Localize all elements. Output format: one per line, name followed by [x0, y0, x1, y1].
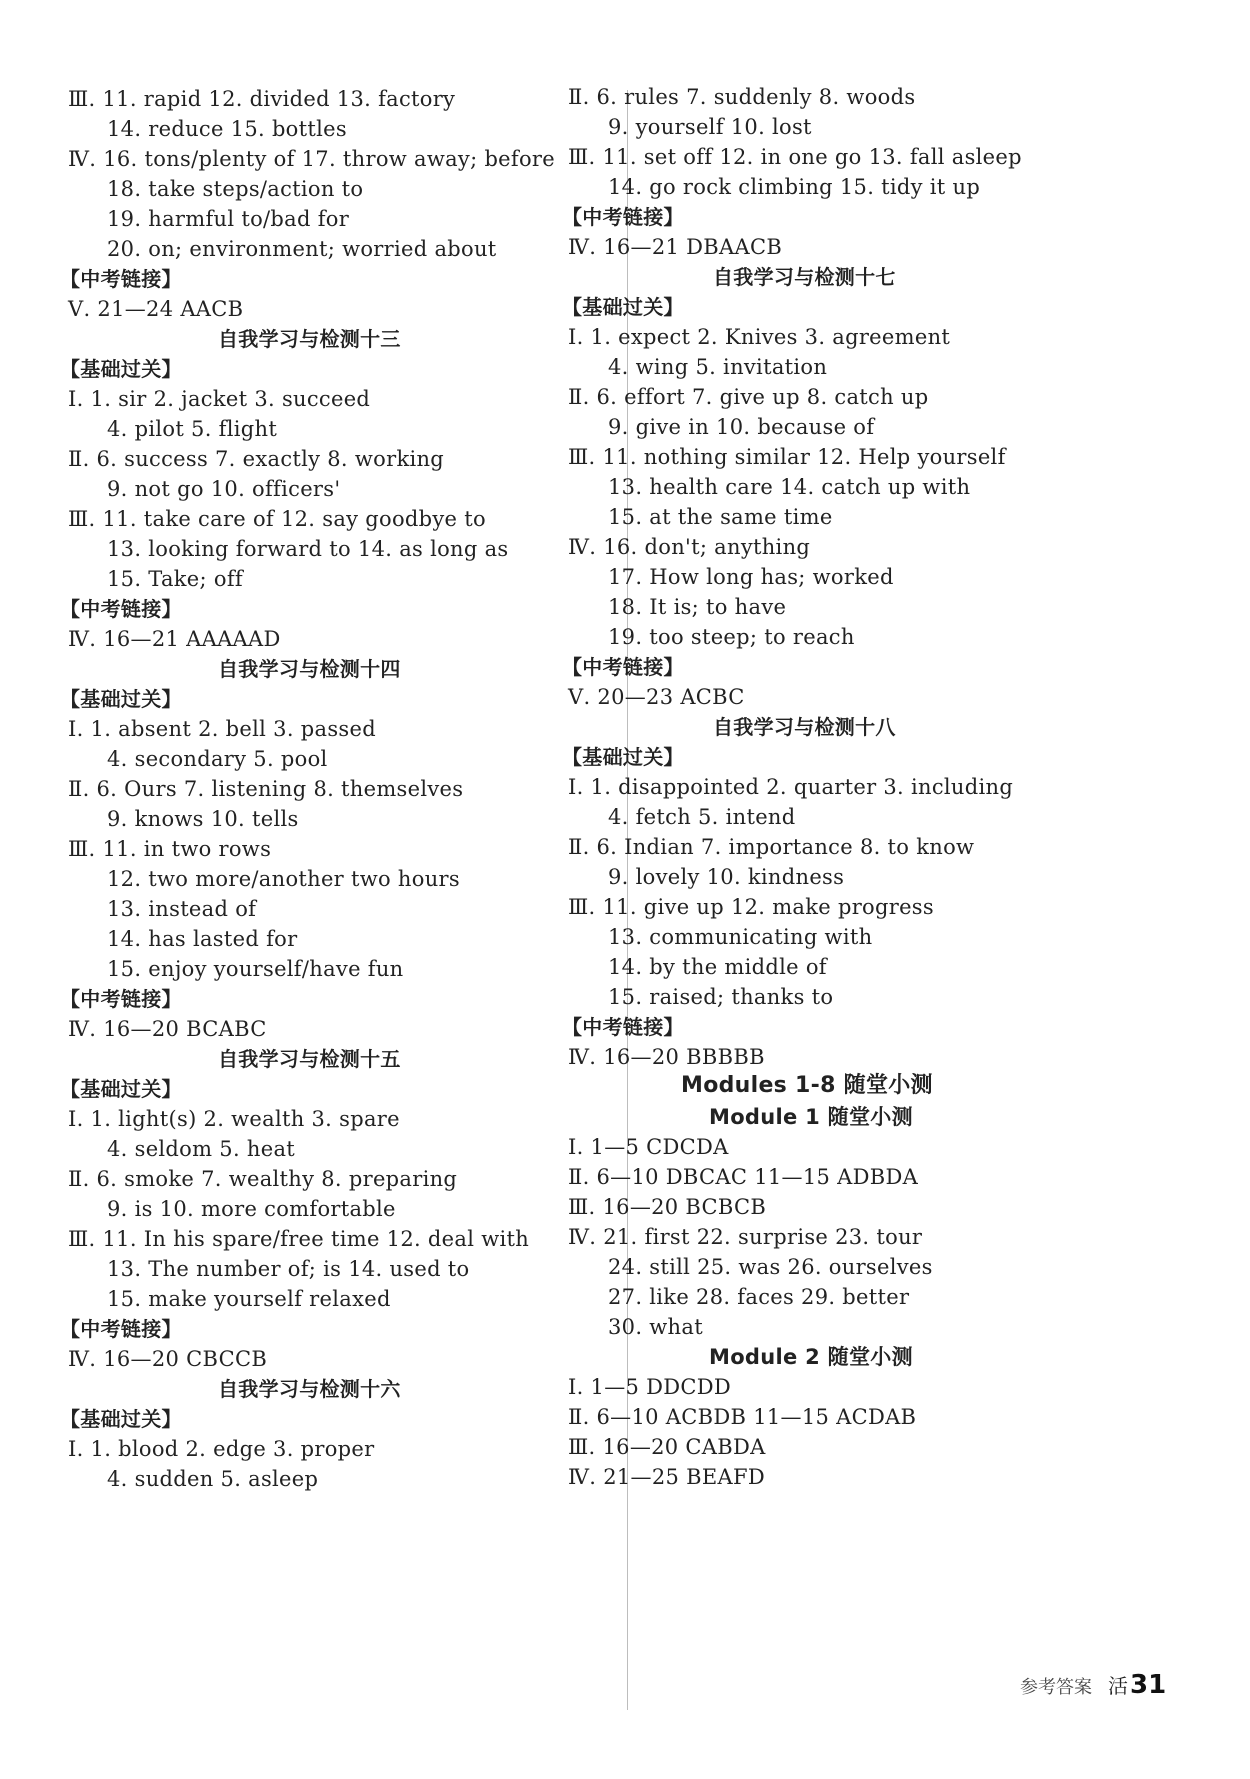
answer-line: Ⅳ. 16—21 DBAACB	[568, 235, 783, 259]
answer-line: Ⅰ. 1. sir 2. jacket 3. succeed	[68, 387, 371, 411]
answer-line: 14. by the middle of	[608, 955, 827, 979]
answer-line: Ⅰ. 1—5 CDCDA	[568, 1135, 729, 1159]
answer-line: 13. The number of; is 14. used to	[107, 1257, 470, 1281]
section-tag: 【中考链接】	[562, 205, 684, 229]
answer-line: Ⅳ. 16. don't; anything	[568, 535, 811, 559]
answer-line: 14. has lasted for	[107, 927, 298, 951]
section-tag: 【中考链接】	[562, 655, 684, 679]
answer-line: Ⅰ. 1. disappointed 2. quarter 3. including	[568, 775, 1014, 799]
section-tag: 【基础过关】	[60, 1077, 182, 1101]
answer-line: Ⅰ. 1—5 DDCDD	[568, 1375, 732, 1399]
section-heading: 自我学习与检测十三	[218, 327, 401, 351]
section-tag: 【基础过关】	[60, 1407, 182, 1431]
answer-line: Ⅳ. 16—20 BCABC	[68, 1017, 267, 1041]
section-tag: 【中考链接】	[60, 267, 182, 291]
section-tag: 【中考链接】	[562, 1015, 684, 1039]
answer-line: 14. go rock climbing 15. tidy it up	[608, 175, 981, 199]
answer-line: Ⅴ. 21—24 AACB	[68, 297, 244, 321]
answer-line: Ⅱ. 6. effort 7. give up 8. catch up	[568, 385, 929, 409]
answer-line: 9. knows 10. tells	[107, 807, 299, 831]
answer-line: 19. harmful to/bad for	[107, 207, 350, 231]
answer-line: Ⅰ. 1. blood 2. edge 3. proper	[68, 1437, 375, 1461]
answer-line: Ⅱ. 6. success 7. exactly 8. working	[68, 447, 445, 471]
answer-line: Ⅲ. 11. In his spare/free time 12. deal with	[68, 1227, 530, 1251]
answer-line: 27. like 28. faces 29. better	[608, 1285, 910, 1309]
module-heading: Modules 1-8 随堂小测	[681, 1073, 933, 1098]
answer-line: Ⅲ. 11. take care of 12. say goodbye to	[68, 507, 486, 531]
section-tag: 【基础过关】	[562, 745, 684, 769]
module-heading: Module 2 随堂小测	[709, 1345, 913, 1369]
answer-line: Ⅰ. 1. absent 2. bell 3. passed	[68, 717, 376, 741]
answer-line: Ⅱ. 6—10 DBCAC 11—15 ADBDA	[568, 1165, 919, 1189]
answer-line: Ⅲ. 11. nothing similar 12. Help yourself	[568, 445, 1006, 469]
answer-line: 4. wing 5. invitation	[608, 355, 828, 379]
right-answer-column	[562, 0, 1250, 1779]
answer-line: Ⅳ. 21—25 BEAFD	[568, 1465, 765, 1489]
section-tag: 【基础过关】	[562, 295, 684, 319]
answer-line: 4. seldom 5. heat	[107, 1137, 296, 1161]
answer-line: Ⅲ. 11. in two rows	[68, 837, 272, 861]
answer-line: 9. lovely 10. kindness	[608, 865, 845, 889]
answer-line: Ⅰ. 1. expect 2. Knives 3. agreement	[568, 325, 951, 349]
answer-line: Ⅱ. 6—10 ACBDB 11—15 ACDAB	[568, 1405, 917, 1429]
answer-line: Ⅱ. 6. smoke 7. wealthy 8. preparing	[68, 1167, 458, 1191]
answer-line: 17. How long has; worked	[608, 565, 894, 589]
answer-line: Ⅲ. 16—20 BCBCB	[568, 1195, 767, 1219]
answer-line: 9. yourself 10. lost	[608, 115, 812, 139]
answer-line: 4. pilot 5. flight	[107, 417, 278, 441]
answer-line: Ⅳ. 16—20 BBBBB	[568, 1045, 765, 1069]
answer-line: 9. give in 10. because of	[608, 415, 875, 439]
answer-line: 13. communicating with	[608, 925, 873, 949]
answer-line: 15. raised; thanks to	[608, 985, 834, 1009]
answer-line: 18. It is; to have	[608, 595, 787, 619]
section-tag: 【基础过关】	[60, 687, 182, 711]
section-tag: 【中考链接】	[60, 1317, 182, 1341]
answer-line: Ⅳ. 16. tons/plenty of 17. throw away; before	[68, 147, 555, 171]
answer-line: Ⅱ. 6. rules 7. suddenly 8. woods	[568, 85, 916, 109]
answer-line: 15. make yourself relaxed	[107, 1287, 391, 1311]
answer-line: 20. on; environment; worried about	[107, 237, 497, 261]
answer-line: Ⅱ. 6. Indian 7. importance 8. to know	[568, 835, 975, 859]
answer-line: 4. secondary 5. pool	[107, 747, 328, 771]
answer-line: Ⅲ. 16—20 CABDA	[568, 1435, 766, 1459]
answer-line: 24. still 25. was 26. ourselves	[608, 1255, 933, 1279]
answer-line: 19. too steep; to reach	[608, 625, 855, 649]
section-heading: 自我学习与检测十七	[713, 265, 896, 289]
answer-line: Ⅴ. 20—23 ACBC	[568, 685, 745, 709]
answer-line: 4. fetch 5. intend	[608, 805, 796, 829]
page-footer	[1020, 1665, 1166, 1705]
answer-line: 4. sudden 5. asleep	[107, 1467, 319, 1491]
answer-line: 18. take steps/action to	[107, 177, 364, 201]
answer-line: 12. two more/another two hours	[107, 867, 460, 891]
answer-line: 13. health care 14. catch up with	[608, 475, 971, 499]
answer-line: Ⅳ. 16—21 AAAAAD	[68, 627, 281, 651]
answer-line: 9. is 10. more comfortable	[107, 1197, 396, 1221]
answer-line: 15. at the same time	[608, 505, 833, 529]
section-heading: 自我学习与检测十八	[713, 715, 896, 739]
answer-line: Ⅲ. 11. give up 12. make progress	[568, 895, 934, 919]
answer-line: Ⅲ. 11. set off 12. in one go 13. fall asleep	[568, 145, 1022, 169]
section-heading: 自我学习与检测十四	[218, 657, 401, 681]
answer-line: 14. reduce 15. bottles	[107, 117, 347, 141]
answer-line: 15. Take; off	[107, 567, 243, 591]
section-heading: 自我学习与检测十六	[218, 1377, 401, 1401]
answer-line: Ⅰ. 1. light(s) 2. wealth 3. spare	[68, 1107, 400, 1131]
answer-line: Ⅳ. 16—20 CBCCB	[68, 1347, 268, 1371]
page-number: 31	[1130, 1670, 1167, 1700]
section-tag: 【基础过关】	[60, 357, 182, 381]
module-heading: Module 1 随堂小测	[709, 1105, 913, 1129]
answer-line: 9. not go 10. officers'	[107, 477, 341, 501]
answer-line: 15. enjoy yourself/have fun	[107, 957, 404, 981]
answer-line: Ⅲ. 11. rapid 12. divided 13. factory	[68, 87, 456, 111]
section-tag: 【中考链接】	[60, 987, 182, 1011]
footer-book-mark: 活	[1108, 1674, 1128, 1698]
answer-line: Ⅱ. 6. Ours 7. listening 8. themselves	[68, 777, 464, 801]
answer-line: 13. instead of	[107, 897, 257, 921]
section-tag: 【中考链接】	[60, 597, 182, 621]
answer-line: Ⅳ. 21. first 22. surprise 23. tour	[568, 1225, 923, 1249]
answer-line: 13. looking forward to 14. as long as	[107, 537, 509, 561]
section-heading: 自我学习与检测十五	[218, 1047, 401, 1071]
answer-line: 30. what	[608, 1315, 703, 1339]
footer-label: 参考答案	[1020, 1677, 1092, 1698]
